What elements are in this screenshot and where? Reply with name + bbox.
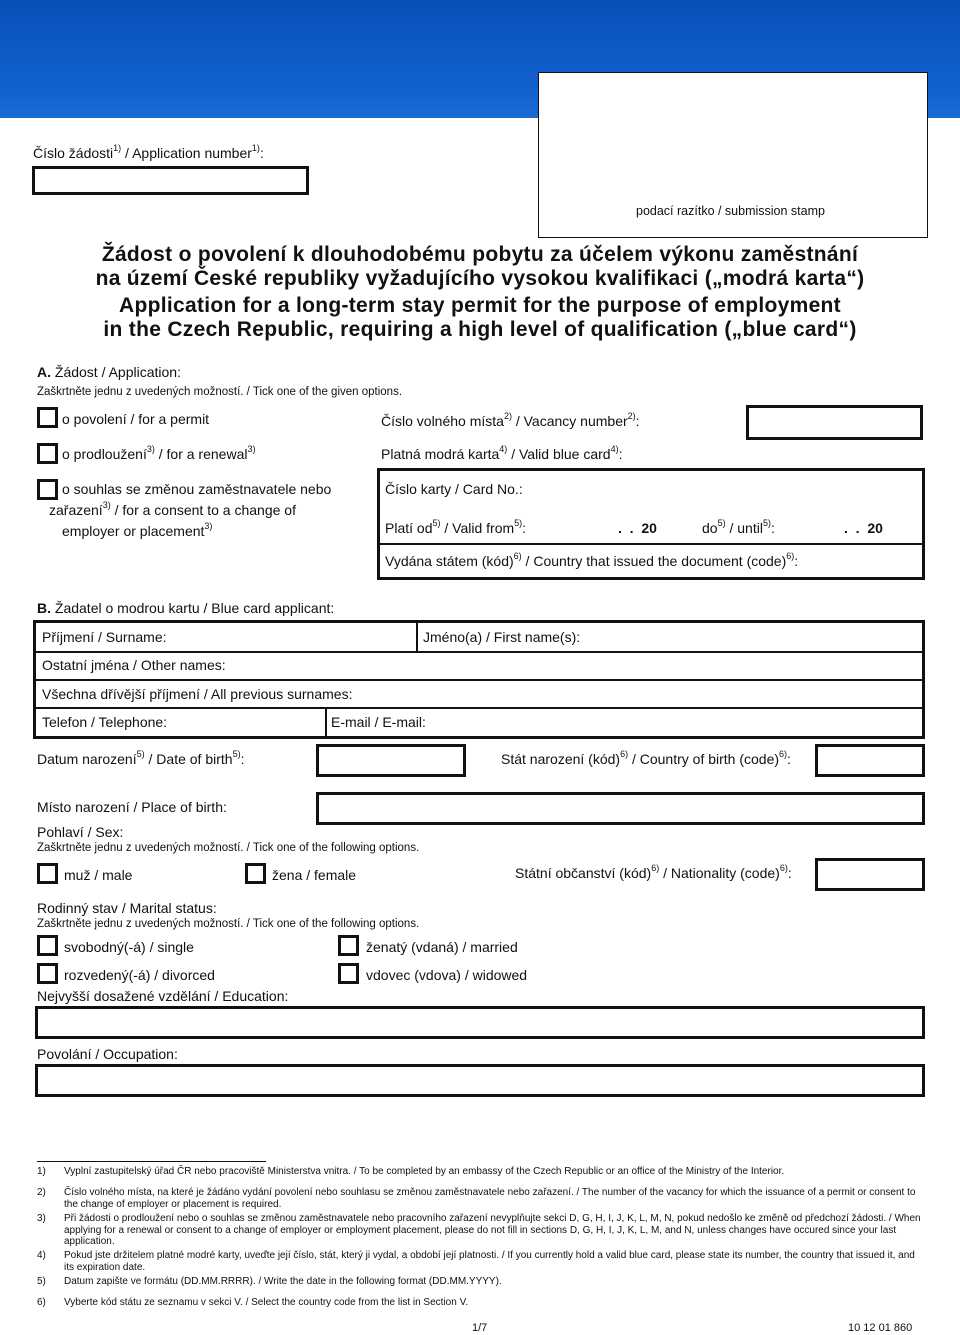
renewal-checkbox[interactable] [37, 443, 58, 464]
divorced-label: rozvedený(-á) / divorced [64, 967, 215, 983]
change-consent-label-3: employer or placement$^{3)}$ [62, 521, 213, 539]
footnote-6-text: Vyberte kód státu ze seznamu v sekci V. / Select the country code from the list in Section V. [64, 1297, 469, 1308]
valid-until-label[interactable]: $do^{5)}$ / until$^{5)}$: [702, 518, 775, 536]
submission-stamp-label: podací razítko / submission stamp [636, 204, 825, 218]
widowed-label: vdovec (vdova) / widowed [366, 967, 528, 983]
nationality-field[interactable] [815, 858, 925, 891]
footnote-2-text: Číslo volného místa, na které je žádáno vydání povolení nebo souhlasu se změnou zaměstnavatele nebo zařazení. / The number of the vacancy for which the issuance of a permit or consent to the change of employer or placement is required. [64, 1187, 916, 1210]
title-line-4: in the Czech Republic, requiring a high level of qualification („blue card“) [103, 318, 857, 341]
section-a-instruction: Zaškrtněte jednu z uvedených možností. / Tick one of the given options. [37, 386, 403, 398]
page-number: 1/7 [472, 1322, 488, 1334]
sex-instruction: Zaškrtněte jednu z uvedených možností. / Tick one of the following options. [37, 842, 420, 854]
place-of-birth-label: Místo narození / Place of birth: [37, 799, 227, 815]
table-divider-3 [33, 707, 925, 709]
permit-label: o povolení / for a permit [62, 411, 210, 427]
footnote-5-text: Datum zapište ve formátu (DD.MM.RRRR). / Write the date in the following format (DD.MM.YYYY). [64, 1276, 502, 1287]
application-number-field[interactable] [32, 166, 309, 195]
single-label: svobodný(-á) / single [64, 939, 194, 955]
nationality-label: Státní občanství (kód)$^{6)}$ / Nationality (code)$^{6)}$: [515, 863, 792, 881]
card-number-label[interactable]: Číslo karty / Card No.: [385, 481, 523, 497]
footnote-3-text: Při žádosti o prodloužení nebo o souhlas se změnou zaměstnavatele nebo pracovního zařazení nevyplňujte sekci D, G, H, I, J, K, L, M, N, pokud nedošlo ke změně od předchozí žádosti. / When applying for a renewal or consent to a change of employer or employment placement, please do not fill in sections D, G, H, I, J, K, L, M, and N, unless changes have occured since your last application. [64, 1213, 921, 1247]
divorced-checkbox[interactable] [37, 963, 58, 984]
footnote-5-number: 5) [37, 1276, 46, 1287]
other-names-field[interactable]: Ostatní jména / Other names: [42, 657, 226, 673]
table-vdivider-1 [416, 620, 418, 653]
email-field[interactable]: E-mail / E-mail: [331, 714, 426, 730]
table-vdivider-2 [325, 707, 327, 739]
male-checkbox[interactable] [37, 863, 58, 884]
place-of-birth-field[interactable] [316, 792, 925, 825]
single-checkbox[interactable] [37, 935, 58, 956]
male-label: muž / male [64, 867, 133, 883]
table-divider-1 [33, 651, 925, 653]
valid-until-date[interactable]: . . 20 [844, 520, 883, 536]
issuing-country-label[interactable]: Vydána státem (kód)$^{6)}$ / Country that issued the document (code)$^{6)}$: [385, 551, 799, 569]
change-consent-checkbox[interactable] [37, 479, 58, 500]
footnote-1-text: Vyplní zastupitelský úřad ČR nebo pracoviště Ministerstva vnitra. / To be completed by an embassy of the Czech Republic or an office of the Ministry of the Interior. [64, 1166, 785, 1177]
valid-from-label[interactable]: Platí $od^{5)}$ / Valid from$^{5)}$: [385, 518, 527, 536]
footnote-2-number: 2) [37, 1187, 46, 1198]
permit-checkbox[interactable] [37, 407, 58, 428]
form-code: 10 12 01 860 [848, 1322, 913, 1334]
footnote-1-number: 1) [37, 1166, 46, 1177]
widowed-checkbox[interactable] [338, 963, 359, 984]
education-field[interactable] [35, 1006, 925, 1039]
marital-instruction: Zaškrtněte jednu z uvedených možností. / Tick one of the following options. [37, 918, 420, 930]
marital-status-label: Rodinný stav / Marital status: [37, 900, 217, 916]
sex-label: Pohlaví / Sex: [37, 824, 124, 840]
country-of-birth-label: Stát narození (kód)$^{6)}$ / Country of birth (code)$^{6)}$: [501, 749, 791, 767]
female-label: žena / female [272, 867, 357, 883]
education-label: Nejvyšší dosažené vzdělání / Education: [37, 988, 289, 1004]
title-line-1: Žádost o povolení k dlouhodobému pobytu za účelem výkonu zaměstnání [101, 243, 859, 266]
vacancy-number-label: Číslo volného místa$^{2)}$ / Vacancy number$^{2)}$: [381, 411, 640, 429]
country-of-birth-field[interactable] [815, 744, 925, 777]
telephone-field[interactable]: Telefon / Telephone: [42, 714, 168, 730]
footnote-3-number: 3) [37, 1213, 46, 1224]
blue-card-row-divider [377, 543, 925, 545]
section-a-heading: A. Žádost / Application: [37, 364, 181, 380]
valid-from-date[interactable]: . . 20 [618, 520, 657, 536]
surname-field[interactable]: Příjmení / Surname: [42, 629, 167, 645]
valid-blue-card-label: Platná modrá karta$^{4)}$ / Valid blue card$^{4)}$: [381, 444, 623, 462]
occupation-label: Povolání / Occupation: [37, 1046, 178, 1062]
title-line-2: na území České republiky vyžadujícího vysokou kvalifikaci („modrá karta“) [95, 267, 865, 290]
footnote-separator [37, 1161, 266, 1162]
occupation-field[interactable] [35, 1064, 925, 1097]
previous-surnames-field[interactable]: Všechna dřívější příjmení / All previous surnames: [42, 686, 353, 702]
footnote-4-number: 4) [37, 1250, 46, 1261]
footnote-6-number: 6) [37, 1297, 46, 1308]
date-of-birth-label: Datum narození$^{5)}$ / Date of birth$^{5)}$: [37, 749, 245, 767]
title-line-3: Application for a long-term stay permit for the purpose of employment [119, 294, 841, 317]
application-number-label: Číslo žádosti$^{1)}$ / Application number$^{1)}$: [33, 143, 264, 161]
section-b-heading: B. Žadatel o modrou kartu / Blue card applicant: [37, 600, 335, 616]
date-of-birth-field[interactable] [316, 744, 466, 777]
vacancy-number-field[interactable] [746, 405, 923, 440]
first-name-field[interactable]: Jméno(a) / First name(s): [423, 629, 581, 645]
table-divider-2 [33, 679, 925, 681]
married-checkbox[interactable] [338, 935, 359, 956]
change-consent-label-1: o souhlas se změnou zaměstnavatele nebo [62, 481, 332, 497]
female-checkbox[interactable] [245, 863, 266, 884]
footnote-4-text: Pokud jste držitelem platné modré karty, uveďte její číslo, stát, který ji vydal, a období její platnosti. / If you currently hold a valid blue card, please state its number, the country that issued it, and its expiration date. [64, 1250, 915, 1273]
renewal-label: o prodloužení$^{3)}$ / for a renewal$^{3)}$ [62, 444, 256, 462]
change-consent-label-2: zařazení$^{3)}$ / for a consent to a change of [49, 500, 296, 518]
married-label: ženatý (vdaná) / married [366, 939, 518, 955]
